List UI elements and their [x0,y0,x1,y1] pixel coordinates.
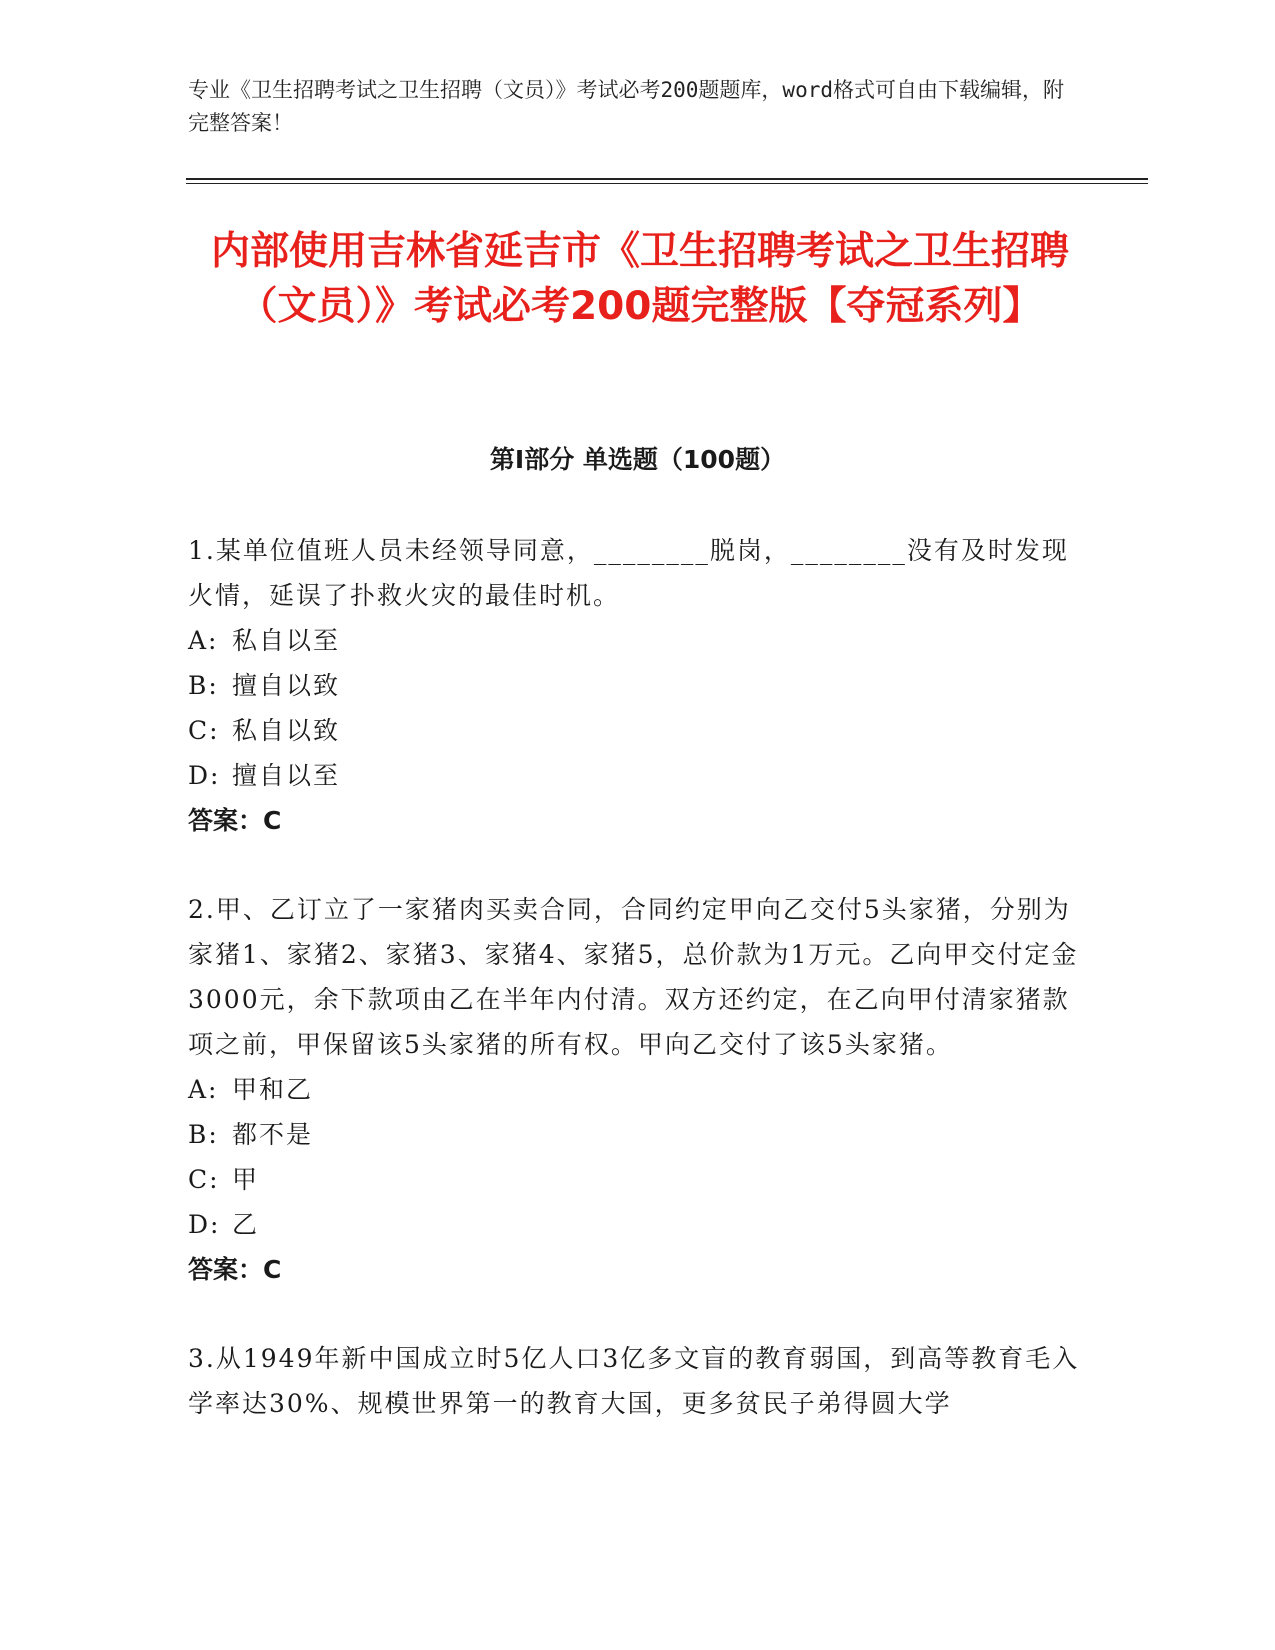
option-letter: C: [188,1165,220,1194]
option-text: 甲和乙 [232,1075,314,1104]
option-d [188,753,1088,798]
question-list [188,528,1088,1470]
option-b [188,1112,1088,1157]
option-text: 都不是 [232,1120,314,1149]
option-c [188,1157,1088,1202]
option-text: 擅自以致 [232,671,341,700]
option-letter: C: [188,716,220,745]
question-2 [188,887,1088,1292]
question-stem: 2.甲、乙订立了一家猪肉买卖合同，合同约定甲向乙交付5头家猪，分别为家猪1、家猪2、家猪3、家猪4、家猪5，总价款为1万元。乙向甲交付定金3000元，余下款项由乙在半年内付清。双方还约定，在乙向甲付清家猪款项之前，甲保留该5头家猪的所有权。甲向乙交付了该5头家猪。 [188,895,1079,1059]
question-stem: 3.从1949年新中国成立时5亿人口3亿多文盲的教育弱国，到高等教育毛入学率达30%、规模世界第一的教育大国，更多贫民子弟得圆大学 [188,1344,1080,1418]
option-letter: D: [188,761,221,790]
option-text: 私自以致 [232,716,341,745]
option-b [188,663,1088,708]
option-a [188,618,1088,663]
answer-line: 答案：C [188,806,282,835]
option-text: 擅自以至 [232,761,341,790]
option-letter: B: [188,1120,219,1149]
option-c [188,708,1088,753]
question-stem: 1.某单位值班人员未经领导同意，________脱岗，________没有及时发现火情，延误了扑救火灾的最佳时机。 [188,536,1069,610]
option-a [188,1067,1088,1112]
option-text: 甲 [232,1165,260,1194]
header-divider-thin [186,183,1148,184]
option-d [188,1202,1088,1247]
option-letter: B: [188,671,219,700]
option-letter: A: [188,626,219,655]
answer-line: 答案：C [188,1255,282,1284]
option-letter: A: [188,1075,219,1104]
header-note: 专业《卫生招聘考试之卫生招聘（文员）》考试必考200题题库，word格式可自由下载编辑，附完整答案！ [188,78,1064,135]
option-text: 私自以至 [232,626,341,655]
question-3 [188,1336,1088,1426]
question-1 [188,528,1088,843]
section-title: 第I部分 单选题（100题） [489,445,786,474]
document-title: 内部使用吉林省延吉市《卫生招聘考试之卫生招聘（文员）》考试必考200题完整版【夺冠系列】 [210,229,1069,329]
option-text: 乙 [232,1210,260,1239]
option-letter: D: [188,1210,221,1239]
header-divider-thick [186,178,1148,180]
